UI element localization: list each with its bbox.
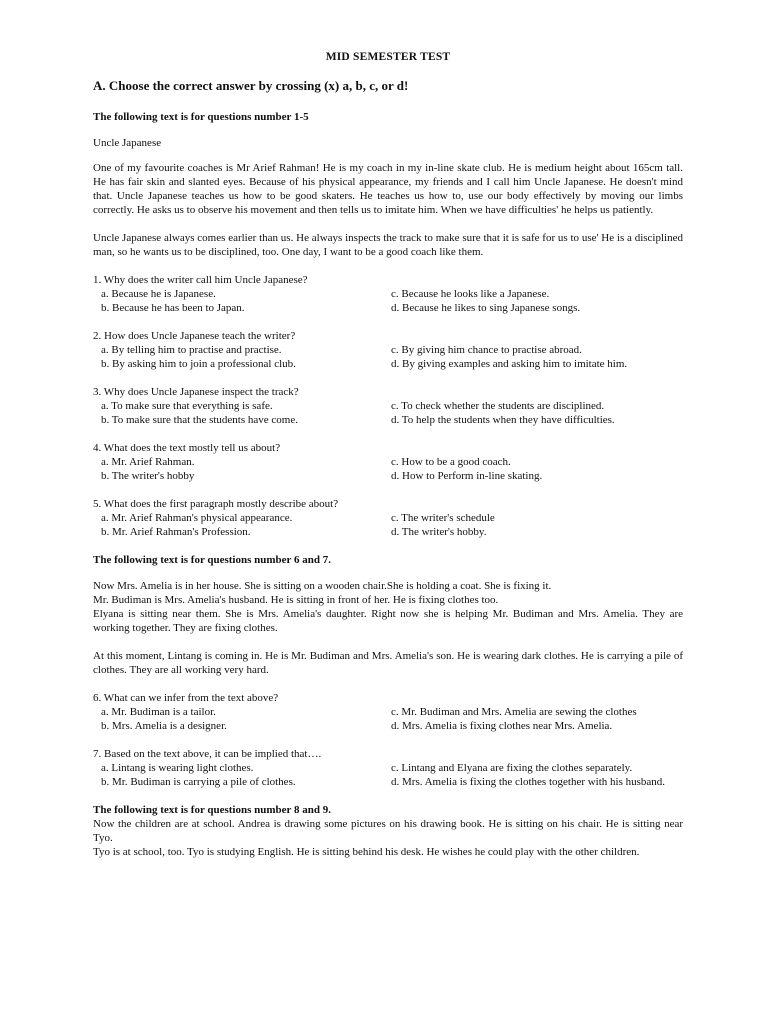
option-d[interactable]: d. Mrs. Amelia is fixing the clothes together with his husband. bbox=[391, 776, 666, 788]
question-text: 1. Why does the writer call him Uncle Japanese? bbox=[93, 274, 308, 286]
option-d[interactable]: d. To help the students when they have difficulties. bbox=[391, 414, 615, 426]
option-a[interactable]: a. To make sure that everything is safe. bbox=[101, 400, 273, 412]
option-a[interactable]: a. Mr. Arief Rahman's physical appearance. bbox=[101, 512, 293, 524]
option-c[interactable]: c. Lintang and Elyana are fixing the clothes separately. bbox=[391, 762, 633, 774]
story-title: Uncle Japanese bbox=[93, 137, 162, 149]
story-paragraph: Now the children are at school. Andrea is drawing some pictures on his drawing book. He is sitting on his chair. He is sitting near Tyo. bbox=[93, 818, 683, 844]
section-a-heading: A. Choose the correct answer by crossing (x) a, b, c, or d! bbox=[93, 78, 409, 93]
page-title: MID SEMESTER TEST bbox=[325, 51, 451, 63]
group1-intro: The following text is for questions number 1-5 bbox=[93, 111, 309, 123]
question-5 bbox=[93, 497, 683, 539]
option-d[interactable]: d. Because he likes to sing Japanese songs. bbox=[391, 302, 581, 314]
option-b[interactable]: b. Mrs. Amelia is a designer. bbox=[101, 720, 227, 732]
option-b[interactable]: b. Because he has been to Japan. bbox=[101, 302, 245, 314]
option-b[interactable]: b. Mr. Budiman is carrying a pile of clothes. bbox=[101, 776, 296, 788]
question-4 bbox=[93, 441, 683, 483]
option-c[interactable]: c. Because he looks like a Japanese. bbox=[391, 288, 550, 300]
option-b[interactable]: b. To make sure that the students have come. bbox=[101, 414, 298, 426]
story-paragraph: One of my favourite coaches is Mr Arief Rahman! He is my coach in my in-line skate club. He is medium height about 165cm tall. He has fair skin and slanted eyes. Because of his physical appearance, my friends and I call him Uncle Japanese. He doesn't mind that. Uncle Japanese teaches us how to be good skaters. He teaches us how to, use our body effectively by moving our limbs correctly. He asks us to observe his movement and then tells us to imitate him. When we have difficulties' he helps us patiently. bbox=[93, 162, 683, 216]
option-b[interactable]: b. By asking him to join a professional club. bbox=[101, 358, 296, 370]
story-paragraph: Tyo is at school, too. Tyo is studying English. He is sitting behind his desk. He wishes he could play with the other children. bbox=[93, 846, 640, 858]
story-line: Now Mrs. Amelia is in her house. She is sitting on a wooden chair.She is holding a coat. She is fixing it. bbox=[93, 580, 552, 592]
option-d[interactable]: d. By giving examples and asking him to imitate him. bbox=[391, 358, 628, 370]
story-paragraph: Uncle Japanese always comes earlier than us. He always inspects the track to make sure that it is safe for us to use' He is a disciplined man, so he wants us to be disciplined, too. One day, I want to be a good coach like them. bbox=[93, 232, 683, 258]
question-7 bbox=[93, 747, 683, 789]
option-d[interactable]: d. The writer's hobby. bbox=[391, 526, 487, 538]
option-b[interactable]: b. The writer's hobby bbox=[101, 470, 195, 482]
story-line: Mr. Budiman is Mrs. Amelia's husband. He is sitting in front of her. He is fixing clothes too. bbox=[93, 594, 499, 606]
group3-intro: The following text is for questions number 8 and 9. bbox=[93, 804, 331, 816]
option-c[interactable]: c. To check whether the students are disciplined. bbox=[391, 400, 605, 412]
option-d[interactable]: d. Mrs. Amelia is fixing clothes near Mrs. Amelia. bbox=[391, 720, 613, 732]
question-text: 7. Based on the text above, it can be implied that…. bbox=[93, 748, 322, 760]
question-3 bbox=[93, 385, 683, 427]
option-c[interactable]: c. How to be a good coach. bbox=[391, 456, 511, 468]
question-text: 3. Why does Uncle Japanese inspect the track? bbox=[93, 386, 299, 398]
option-c[interactable]: c. The writer's schedule bbox=[391, 512, 495, 524]
option-a[interactable]: a. By telling him to practise and practise. bbox=[101, 344, 282, 356]
story-paragraph: At this moment, Lintang is coming in. He is Mr. Budiman and Mrs. Amelia's son. He is wearing dark clothes. He is carrying a pile of clothes. They are all working very hard. bbox=[93, 650, 683, 676]
question-1 bbox=[93, 273, 683, 315]
option-c[interactable]: c. By giving him chance to practise abroad. bbox=[391, 344, 582, 356]
question-text: 2. How does Uncle Japanese teach the writer? bbox=[93, 330, 296, 342]
question-text: 4. What does the text mostly tell us about? bbox=[93, 442, 281, 454]
option-a[interactable]: a. Mr. Budiman is a tailor. bbox=[101, 706, 216, 718]
option-d[interactable]: d. How to Perform in-line skating. bbox=[391, 470, 543, 482]
option-a[interactable]: a. Because he is Japanese. bbox=[101, 288, 216, 300]
story-line: Elyana is sitting near them. She is Mrs. Amelia's daughter. Right now she is helping Mr. Budiman and Mrs. Amelia. They are working together. They are fixing clothes. bbox=[93, 608, 683, 634]
group2-intro: The following text is for questions number 6 and 7. bbox=[93, 554, 331, 566]
question-text: 6. What can we infer from the text above? bbox=[93, 692, 279, 704]
option-a[interactable]: a. Mr. Arief Rahman. bbox=[101, 456, 195, 468]
question-2 bbox=[93, 329, 683, 371]
option-b[interactable]: b. Mr. Arief Rahman's Profession. bbox=[101, 526, 251, 538]
question-text: 5. What does the first paragraph mostly describe about? bbox=[93, 498, 339, 510]
option-a[interactable]: a. Lintang is wearing light clothes. bbox=[101, 762, 254, 774]
option-c[interactable]: c. Mr. Budiman and Mrs. Amelia are sewing the clothes bbox=[391, 706, 637, 718]
test-page bbox=[93, 50, 683, 859]
question-6 bbox=[93, 691, 683, 733]
